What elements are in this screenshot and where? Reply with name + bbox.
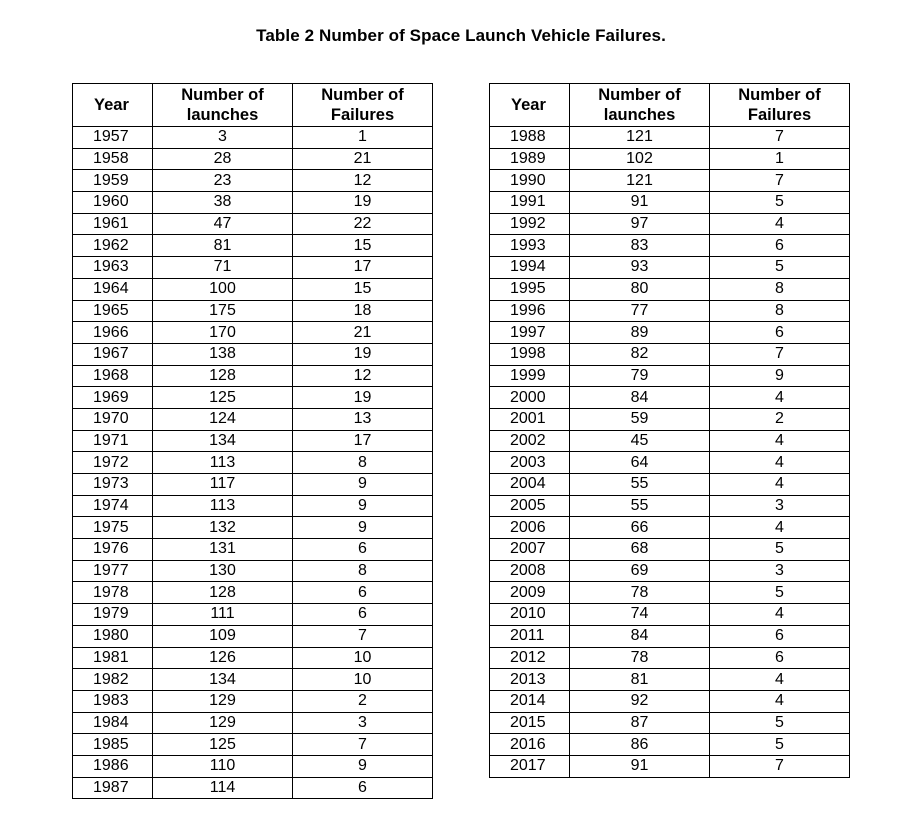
launches-cell: 91 <box>570 755 710 777</box>
table-row <box>490 625 850 647</box>
launches-cell: 47 <box>153 213 293 235</box>
year-cell: 2009 <box>490 582 570 604</box>
year-cell: 2005 <box>490 495 570 517</box>
failures-cell: 5 <box>710 734 850 756</box>
table-row <box>73 278 433 300</box>
failures-cell: 7 <box>293 734 433 756</box>
failures-cell: 1 <box>710 148 850 170</box>
failures-cell: 4 <box>710 669 850 691</box>
failures-cell: 6 <box>710 322 850 344</box>
failures-cell: 7 <box>293 625 433 647</box>
year-cell: 1972 <box>73 452 153 474</box>
failures-cell: 4 <box>710 452 850 474</box>
year-cell: 1975 <box>73 517 153 539</box>
right-data-table <box>489 83 850 778</box>
launches-cell: 69 <box>570 560 710 582</box>
table-row <box>73 148 433 170</box>
table-row <box>73 452 433 474</box>
year-cell: 2004 <box>490 474 570 496</box>
launches-cell: 129 <box>153 690 293 712</box>
launches-cell: 93 <box>570 257 710 279</box>
table-row <box>73 474 433 496</box>
year-cell: 1992 <box>490 213 570 235</box>
table-row <box>490 235 850 257</box>
failures-header: Number of Failures <box>293 84 433 127</box>
launches-cell: 132 <box>153 517 293 539</box>
table-row <box>73 669 433 691</box>
table-row <box>73 777 433 799</box>
failures-cell: 4 <box>710 387 850 409</box>
table-row <box>73 322 433 344</box>
year-cell: 2015 <box>490 712 570 734</box>
year-cell: 2007 <box>490 539 570 561</box>
year-cell: 2011 <box>490 625 570 647</box>
failures-cell: 19 <box>293 192 433 214</box>
year-cell: 1997 <box>490 322 570 344</box>
failures-cell: 5 <box>710 192 850 214</box>
table-row <box>490 430 850 452</box>
failures-cell: 8 <box>293 560 433 582</box>
year-cell: 1957 <box>73 127 153 149</box>
failures-cell: 6 <box>293 777 433 799</box>
launches-cell: 78 <box>570 582 710 604</box>
year-cell: 2002 <box>490 430 570 452</box>
launches-cell: 114 <box>153 777 293 799</box>
failures-cell: 9 <box>293 495 433 517</box>
failures-cell: 6 <box>293 604 433 626</box>
failures-cell: 13 <box>293 408 433 430</box>
failures-cell: 5 <box>710 257 850 279</box>
right-table-body <box>490 127 850 778</box>
year-cell: 1981 <box>73 647 153 669</box>
launches-cell: 170 <box>153 322 293 344</box>
year-cell: 1993 <box>490 235 570 257</box>
launches-cell: 97 <box>570 213 710 235</box>
table-row <box>490 560 850 582</box>
table-row <box>490 257 850 279</box>
failures-cell: 18 <box>293 300 433 322</box>
table-row <box>73 300 433 322</box>
year-cell: 2008 <box>490 560 570 582</box>
failures-cell: 19 <box>293 387 433 409</box>
launches-cell: 130 <box>153 560 293 582</box>
launches-cell: 81 <box>570 669 710 691</box>
table-row <box>490 300 850 322</box>
table-row <box>490 539 850 561</box>
year-cell: 1990 <box>490 170 570 192</box>
launches-cell: 113 <box>153 452 293 474</box>
table-row <box>73 257 433 279</box>
launches-cell: 111 <box>153 604 293 626</box>
year-cell: 1963 <box>73 257 153 279</box>
launches-cell: 125 <box>153 734 293 756</box>
year-cell: 1994 <box>490 257 570 279</box>
failures-cell: 5 <box>710 582 850 604</box>
failures-cell: 7 <box>710 343 850 365</box>
failures-cell: 6 <box>710 647 850 669</box>
table-row <box>490 582 850 604</box>
launches-cell: 80 <box>570 278 710 300</box>
failures-cell: 7 <box>710 127 850 149</box>
failures-cell: 15 <box>293 278 433 300</box>
failures-cell: 8 <box>710 300 850 322</box>
table-row <box>490 278 850 300</box>
failures-cell: 15 <box>293 235 433 257</box>
year-cell: 1985 <box>73 734 153 756</box>
year-cell: 1959 <box>73 170 153 192</box>
year-cell: 1986 <box>73 755 153 777</box>
table-row <box>73 625 433 647</box>
year-cell: 1988 <box>490 127 570 149</box>
table-row <box>73 647 433 669</box>
launches-cell: 126 <box>153 647 293 669</box>
year-cell: 1987 <box>73 777 153 799</box>
year-header: Year <box>73 84 153 127</box>
year-cell: 1976 <box>73 539 153 561</box>
launches-cell: 125 <box>153 387 293 409</box>
launches-cell: 83 <box>570 235 710 257</box>
failures-cell: 3 <box>293 712 433 734</box>
year-cell: 1977 <box>73 560 153 582</box>
failures-cell: 10 <box>293 647 433 669</box>
year-cell: 2000 <box>490 387 570 409</box>
table-row <box>490 192 850 214</box>
year-cell: 2001 <box>490 408 570 430</box>
failures-cell: 12 <box>293 365 433 387</box>
launches-cell: 124 <box>153 408 293 430</box>
launches-cell: 71 <box>153 257 293 279</box>
table-row <box>73 560 433 582</box>
year-cell: 1970 <box>73 408 153 430</box>
year-cell: 2006 <box>490 517 570 539</box>
year-cell: 2017 <box>490 755 570 777</box>
launches-cell: 28 <box>153 148 293 170</box>
table-row <box>73 170 433 192</box>
launches-header: Number of launches <box>153 84 293 127</box>
year-cell: 1974 <box>73 495 153 517</box>
year-cell: 2014 <box>490 690 570 712</box>
header-row <box>73 84 433 127</box>
year-cell: 1965 <box>73 300 153 322</box>
table-row <box>490 148 850 170</box>
launches-cell: 134 <box>153 669 293 691</box>
table-row <box>490 170 850 192</box>
table-row <box>490 647 850 669</box>
failures-cell: 17 <box>293 257 433 279</box>
table-row <box>73 365 433 387</box>
launches-cell: 68 <box>570 539 710 561</box>
table-row <box>73 604 433 626</box>
failures-cell: 4 <box>710 604 850 626</box>
table-row <box>73 734 433 756</box>
year-cell: 1964 <box>73 278 153 300</box>
failures-cell: 5 <box>710 712 850 734</box>
year-cell: 2010 <box>490 604 570 626</box>
failures-cell: 2 <box>710 408 850 430</box>
failures-cell: 6 <box>710 625 850 647</box>
launches-cell: 121 <box>570 127 710 149</box>
year-cell: 1984 <box>73 712 153 734</box>
year-header: Year <box>490 84 570 127</box>
failures-cell: 21 <box>293 322 433 344</box>
year-cell: 1995 <box>490 278 570 300</box>
failures-cell: 7 <box>710 170 850 192</box>
failures-cell: 9 <box>293 517 433 539</box>
failures-cell: 3 <box>710 560 850 582</box>
table-title: Table 2 Number of Space Launch Vehicle Failures. <box>256 26 666 45</box>
table-row <box>490 127 850 149</box>
failures-cell: 6 <box>293 539 433 561</box>
failures-cell: 6 <box>293 582 433 604</box>
year-cell: 1989 <box>490 148 570 170</box>
failures-cell: 6 <box>710 235 850 257</box>
year-cell: 1978 <box>73 582 153 604</box>
failures-cell: 10 <box>293 669 433 691</box>
table-row <box>490 755 850 777</box>
launches-cell: 79 <box>570 365 710 387</box>
table-row <box>490 343 850 365</box>
table-row <box>490 452 850 474</box>
left-data-table <box>72 83 433 799</box>
failures-cell: 9 <box>293 474 433 496</box>
table-row <box>490 408 850 430</box>
table-row <box>490 322 850 344</box>
failures-cell: 2 <box>293 690 433 712</box>
failures-cell: 4 <box>710 517 850 539</box>
failures-cell: 22 <box>293 213 433 235</box>
failures-cell: 19 <box>293 343 433 365</box>
year-cell: 1980 <box>73 625 153 647</box>
header-row <box>490 84 850 127</box>
launches-cell: 3 <box>153 127 293 149</box>
failures-cell: 9 <box>293 755 433 777</box>
year-cell: 1966 <box>73 322 153 344</box>
launches-cell: 77 <box>570 300 710 322</box>
launches-cell: 78 <box>570 647 710 669</box>
launches-cell: 110 <box>153 755 293 777</box>
table-row <box>490 517 850 539</box>
failures-cell: 4 <box>710 213 850 235</box>
launches-cell: 138 <box>153 343 293 365</box>
table-row <box>490 387 850 409</box>
year-cell: 1968 <box>73 365 153 387</box>
failures-cell: 12 <box>293 170 433 192</box>
failures-cell: 4 <box>710 430 850 452</box>
year-cell: 2013 <box>490 669 570 691</box>
year-cell: 1998 <box>490 343 570 365</box>
failures-cell: 8 <box>710 278 850 300</box>
table-row <box>73 517 433 539</box>
table-row <box>73 408 433 430</box>
table-row <box>73 343 433 365</box>
table-row <box>490 604 850 626</box>
failures-cell: 8 <box>293 452 433 474</box>
table-row <box>490 365 850 387</box>
table-row <box>490 712 850 734</box>
launches-cell: 45 <box>570 430 710 452</box>
failures-cell: 4 <box>710 690 850 712</box>
year-cell: 1973 <box>73 474 153 496</box>
year-cell: 1960 <box>73 192 153 214</box>
table-row <box>73 235 433 257</box>
table-row <box>490 474 850 496</box>
failures-cell: 9 <box>710 365 850 387</box>
launches-cell: 38 <box>153 192 293 214</box>
launches-cell: 59 <box>570 408 710 430</box>
failures-cell: 1 <box>293 127 433 149</box>
launches-cell: 109 <box>153 625 293 647</box>
launches-cell: 134 <box>153 430 293 452</box>
year-cell: 1969 <box>73 387 153 409</box>
year-cell: 1996 <box>490 300 570 322</box>
launches-cell: 84 <box>570 387 710 409</box>
failures-cell: 4 <box>710 474 850 496</box>
year-cell: 1961 <box>73 213 153 235</box>
table-row <box>490 495 850 517</box>
year-cell: 1979 <box>73 604 153 626</box>
launches-cell: 87 <box>570 712 710 734</box>
year-cell: 1971 <box>73 430 153 452</box>
table-row <box>73 539 433 561</box>
launches-cell: 91 <box>570 192 710 214</box>
year-cell: 1991 <box>490 192 570 214</box>
table-row <box>490 690 850 712</box>
launches-cell: 55 <box>570 474 710 496</box>
failures-header: Number of Failures <box>710 84 850 127</box>
launches-cell: 117 <box>153 474 293 496</box>
year-cell: 1958 <box>73 148 153 170</box>
launches-cell: 175 <box>153 300 293 322</box>
table-row <box>73 690 433 712</box>
table-row <box>73 127 433 149</box>
year-cell: 2003 <box>490 452 570 474</box>
year-cell: 2012 <box>490 647 570 669</box>
left-table-body <box>73 127 433 799</box>
launches-cell: 100 <box>153 278 293 300</box>
table-row <box>490 213 850 235</box>
table-row <box>73 387 433 409</box>
launches-cell: 128 <box>153 365 293 387</box>
table-row <box>73 495 433 517</box>
failures-cell: 5 <box>710 539 850 561</box>
launches-cell: 129 <box>153 712 293 734</box>
year-cell: 1982 <box>73 669 153 691</box>
launches-cell: 55 <box>570 495 710 517</box>
table-row <box>490 734 850 756</box>
launches-cell: 113 <box>153 495 293 517</box>
table-row <box>73 755 433 777</box>
launches-cell: 84 <box>570 625 710 647</box>
year-cell: 1962 <box>73 235 153 257</box>
launches-cell: 82 <box>570 343 710 365</box>
launches-cell: 66 <box>570 517 710 539</box>
failures-cell: 3 <box>710 495 850 517</box>
table-row <box>73 192 433 214</box>
table-row <box>73 430 433 452</box>
launches-cell: 92 <box>570 690 710 712</box>
year-cell: 1999 <box>490 365 570 387</box>
year-cell: 1967 <box>73 343 153 365</box>
year-cell: 1983 <box>73 690 153 712</box>
failures-cell: 7 <box>710 755 850 777</box>
launches-cell: 131 <box>153 539 293 561</box>
launches-cell: 23 <box>153 170 293 192</box>
table-row <box>73 213 433 235</box>
table-row <box>73 712 433 734</box>
launches-cell: 102 <box>570 148 710 170</box>
launches-cell: 121 <box>570 170 710 192</box>
failures-cell: 21 <box>293 148 433 170</box>
failures-cell: 17 <box>293 430 433 452</box>
table-row <box>490 669 850 691</box>
launches-cell: 64 <box>570 452 710 474</box>
table-row <box>73 582 433 604</box>
year-cell: 2016 <box>490 734 570 756</box>
launches-cell: 128 <box>153 582 293 604</box>
launches-cell: 89 <box>570 322 710 344</box>
launches-cell: 86 <box>570 734 710 756</box>
launches-cell: 81 <box>153 235 293 257</box>
launches-header: Number of launches <box>570 84 710 127</box>
launches-cell: 74 <box>570 604 710 626</box>
